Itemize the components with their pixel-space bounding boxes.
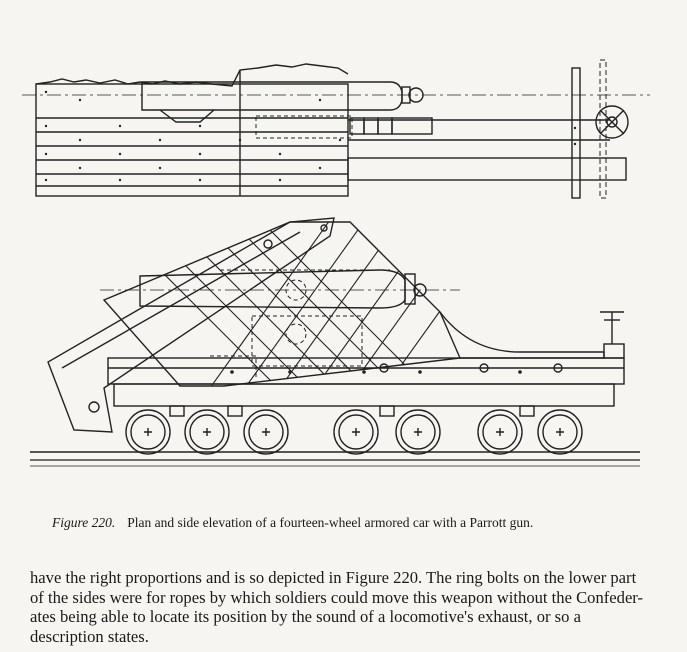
body-line: of the sides were for ropes by which soldiers could move this weapon without the Confeder- <box>30 587 644 607</box>
body-line: ates being able to locate its position by the sound of a locomotive's exhaust, or so a <box>30 607 581 626</box>
figure-caption-text: Plan and side elevation of a fourteen-wheel armored car with a Parrott gun. <box>127 515 534 530</box>
wheels <box>126 410 582 454</box>
wheel <box>396 410 440 454</box>
body-line: have the right proportions and is so depicted in Figure 220. The ring bolts on the lower part <box>30 568 637 587</box>
figure-label: Figure 220. <box>52 515 116 530</box>
wheel <box>538 410 582 454</box>
body-paragraph <box>30 568 660 646</box>
side-elevation <box>30 150 640 500</box>
wheel <box>478 410 522 454</box>
figure-caption <box>52 515 672 531</box>
wheel <box>244 410 288 454</box>
wheel <box>126 410 170 454</box>
body-line: description states. <box>30 626 149 646</box>
wheel <box>185 410 229 454</box>
plan-view <box>22 60 650 198</box>
wheel <box>334 410 378 454</box>
